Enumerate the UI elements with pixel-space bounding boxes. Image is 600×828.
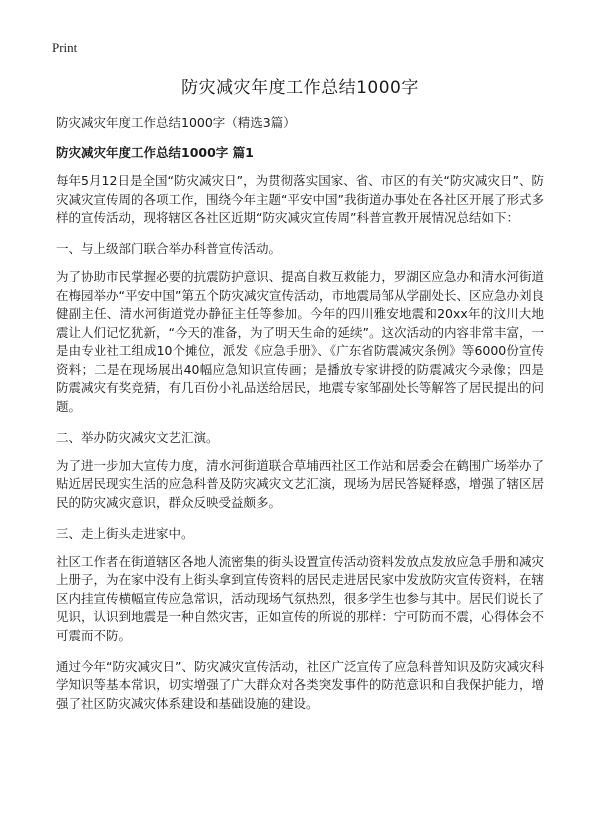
document-subtitle: 防灾减灾年度工作总结1000字（精选3篇）: [56, 115, 296, 130]
item3-paragraph: 社区工作者在街道辖区各地人流密集的街头设置宣传活动资料发放点发放应急手册和减灾上册子，为在家中没有上街头拿到宣传资料的居民走进居民家中发放防灾宣传资料，在辖区内挂宣传横幅宣传应急常识，活动现场气氛热烈，很多学生也参与其中。居民们说长了见识，认识到地震是一种自然灾害，正如宣传的所说的那样：宁可防而不震，心得体会不可震而不防。: [56, 553, 544, 643]
item1-heading: 一、与上级部门联合举办科普宣传活动。: [56, 241, 282, 256]
item3-heading: 三、走上街头走进家中。: [56, 525, 194, 541]
item1-paragraph: 为了协助市民掌握必要的抗震防护意识、提高自救互救能力，罗湖区应急办和清水河街道在梅园举办“平安中国”第五个防灾减灾宣传活动，市地震局邹从学副处长、区应急办刘良健副主任、清水河街道党办静征主任等参加。今年的四川雅安地震和20xx年的汶川大地震让人们记忆犹新，“今天的准备，为了明天生命的延续”。这次活动的内容非常丰富，一是由专业社工组成10个摊位，派发《应急手册》、《广东省防震减灾条例》等6000份宣传资料；二是在现场展出40幅应急知识宣传画；是播放专家讲授的防震减灾今录像；四是防震减灾有奖竞猜，有几百份小礼品送给居民，地震专家邹副处长等解答了居民提出的问题。: [56, 269, 544, 414]
item2-paragraph: 为了进一步加大宣传力度，清水河街道联合草埔西社区工作站和居委会在鹤围广场举办了贴近居民现实生活的应急科普及防灾减灾文艺汇演，现场为居民答疑释惑，增强了辖区居民的防灾减灾意识，群众反映受益颇多。: [56, 457, 544, 510]
section-heading: 防灾减灾年度工作总结1000字 篇1: [56, 145, 254, 160]
print-link[interactable]: Print: [52, 40, 78, 55]
document-title: 防灾减灾年度工作总结1000字: [181, 78, 419, 98]
item2-heading: 二、举办防灾减灾文艺汇演。: [56, 429, 219, 445]
closing-paragraph: 通过今年“防灾减灾日”、防灾减灾宣传活动，社区广泛宣传了应急科普知识及防灾减灾科学知识等基本常识，切实增强了广大群众对各类突发事件的防范意识和自我保护能力，增强了社区防灾减灾体系建设和基础设施的建设。: [56, 658, 544, 711]
intro-paragraph: 每年5月12日是全国“防灾减灾日”，为贯彻落实国家、省、市区的有关“防灾减灾日”、防灾减灾宣传周的各项工作，围绕今年主题“平安中国”我街道办事处在各社区开展了形式多样的宣传活动，现将辖区各社区近期“防灾减灾宣传周”科普宣教开展情况总结如下：: [56, 173, 544, 225]
